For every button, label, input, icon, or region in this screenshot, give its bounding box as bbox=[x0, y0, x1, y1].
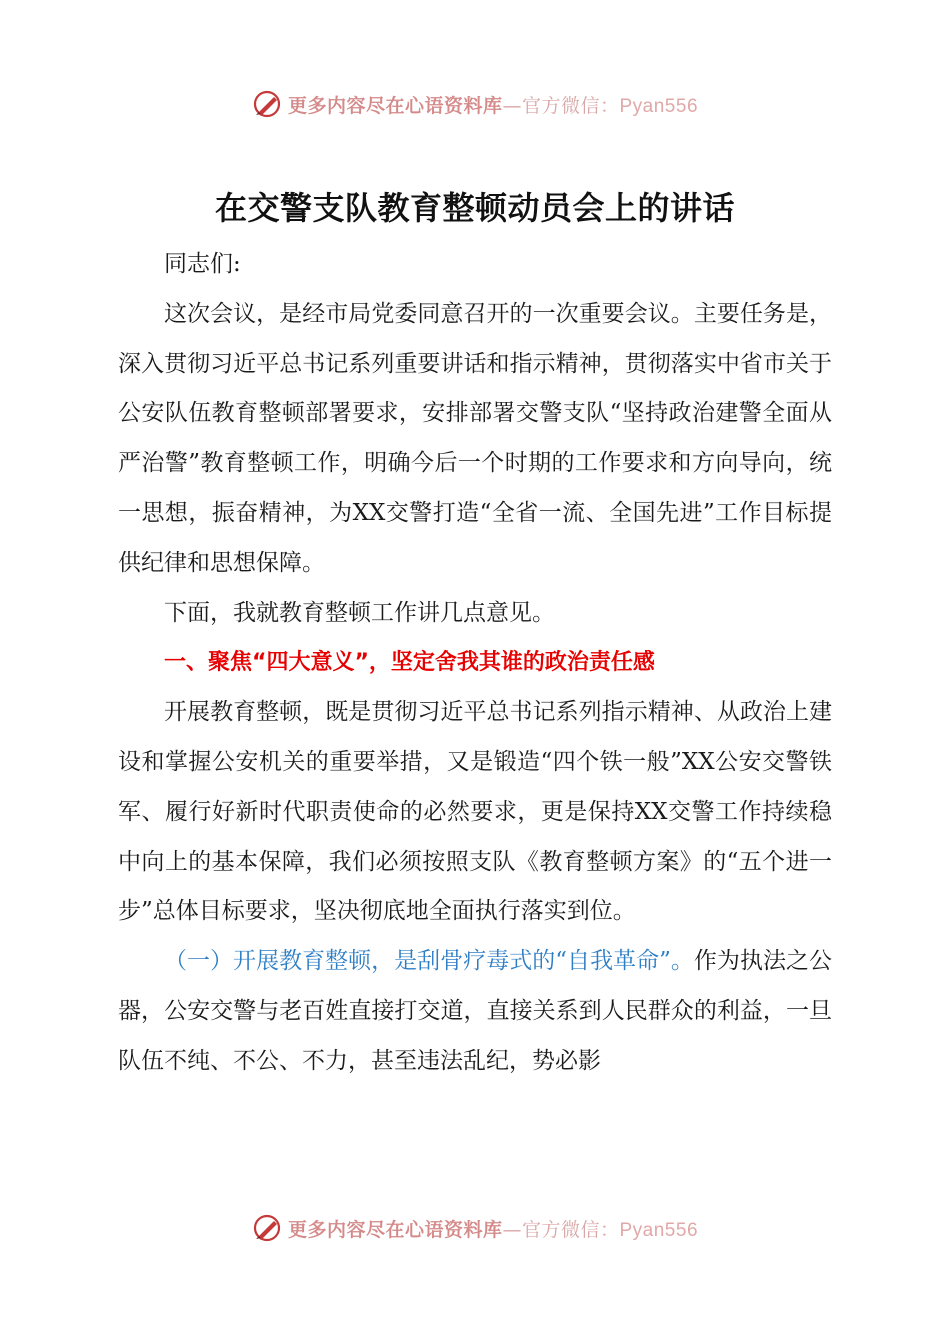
watermark-id: Pyan556 bbox=[619, 1219, 699, 1241]
watermark-suffix: 官方微信： bbox=[521, 1218, 620, 1241]
paragraph-outline: 下面，我就教育整顿工作讲几点意见。 bbox=[164, 599, 555, 626]
watermark-text bbox=[288, 91, 698, 118]
greeting: 同志们: bbox=[164, 251, 241, 277]
watermark-text bbox=[288, 1215, 698, 1242]
subsection-text: 作为执法之公器，公安交警与老百姓直接打交道，直接关系到人民群众的利益，一旦队伍不纯、不公、不力，甚至违法乱纪，势必影 bbox=[118, 948, 832, 1074]
section-heading-text: 一、聚焦“四大意义”，坚定舍我其谁的政治责任感 bbox=[164, 650, 655, 676]
pen-logo-icon bbox=[252, 89, 282, 119]
paragraph-subsection bbox=[118, 937, 832, 1086]
watermark-dash: — bbox=[502, 94, 522, 117]
document-title: 在交警支队教育整顿动员会上的讲话 bbox=[214, 189, 735, 227]
watermark-dash: — bbox=[502, 1218, 522, 1241]
subsection-heading: （一）开展教育整顿，是刮骨疗毒式的“自我革命”。 bbox=[164, 948, 694, 975]
paragraph-intro: 这次会议，是经市局党委同意召开的一次重要会议。主要任务是，深入贯彻习近平总书记系列重要讲话和指示精神，贯彻落实中省市关于公安队伍教育整顿部署要求，安排部署交警支队“坚持政治建警全面从严治警”教育整顿工作，明确今后一个时期的工作要求和方向导向，统一思想，振奋精神，为XX交警打造“全省一流、全国先进”工作目标提供纪律和思想保障。 bbox=[118, 300, 832, 576]
section-heading bbox=[118, 638, 832, 688]
watermark-prefix: 更多内容尽在心语资料库 bbox=[287, 1218, 503, 1241]
watermark-prefix: 更多内容尽在心语资料库 bbox=[287, 94, 503, 117]
paragraph-significance: 开展教育整顿，既是贯彻习近平总书记系列指示精神、从政治上建设和掌握公安机关的重要举措，又是锻造“四个铁一般”XX公安交警铁军、履行好新时代职责使命的必然要求，更是保持XX交警工作持续稳中向上的基本保障，我们必须按照支队《教育整顿方案》的“五个进一步”总体目标要求，坚决彻底地全面执行落实到位。 bbox=[118, 699, 832, 925]
watermark-footer bbox=[0, 1208, 950, 1248]
document-body bbox=[118, 240, 832, 1087]
watermark-suffix: 官方微信： bbox=[521, 94, 620, 117]
watermark-id: Pyan556 bbox=[619, 95, 699, 117]
watermark-header bbox=[0, 84, 950, 124]
pen-logo-icon bbox=[252, 1213, 282, 1243]
